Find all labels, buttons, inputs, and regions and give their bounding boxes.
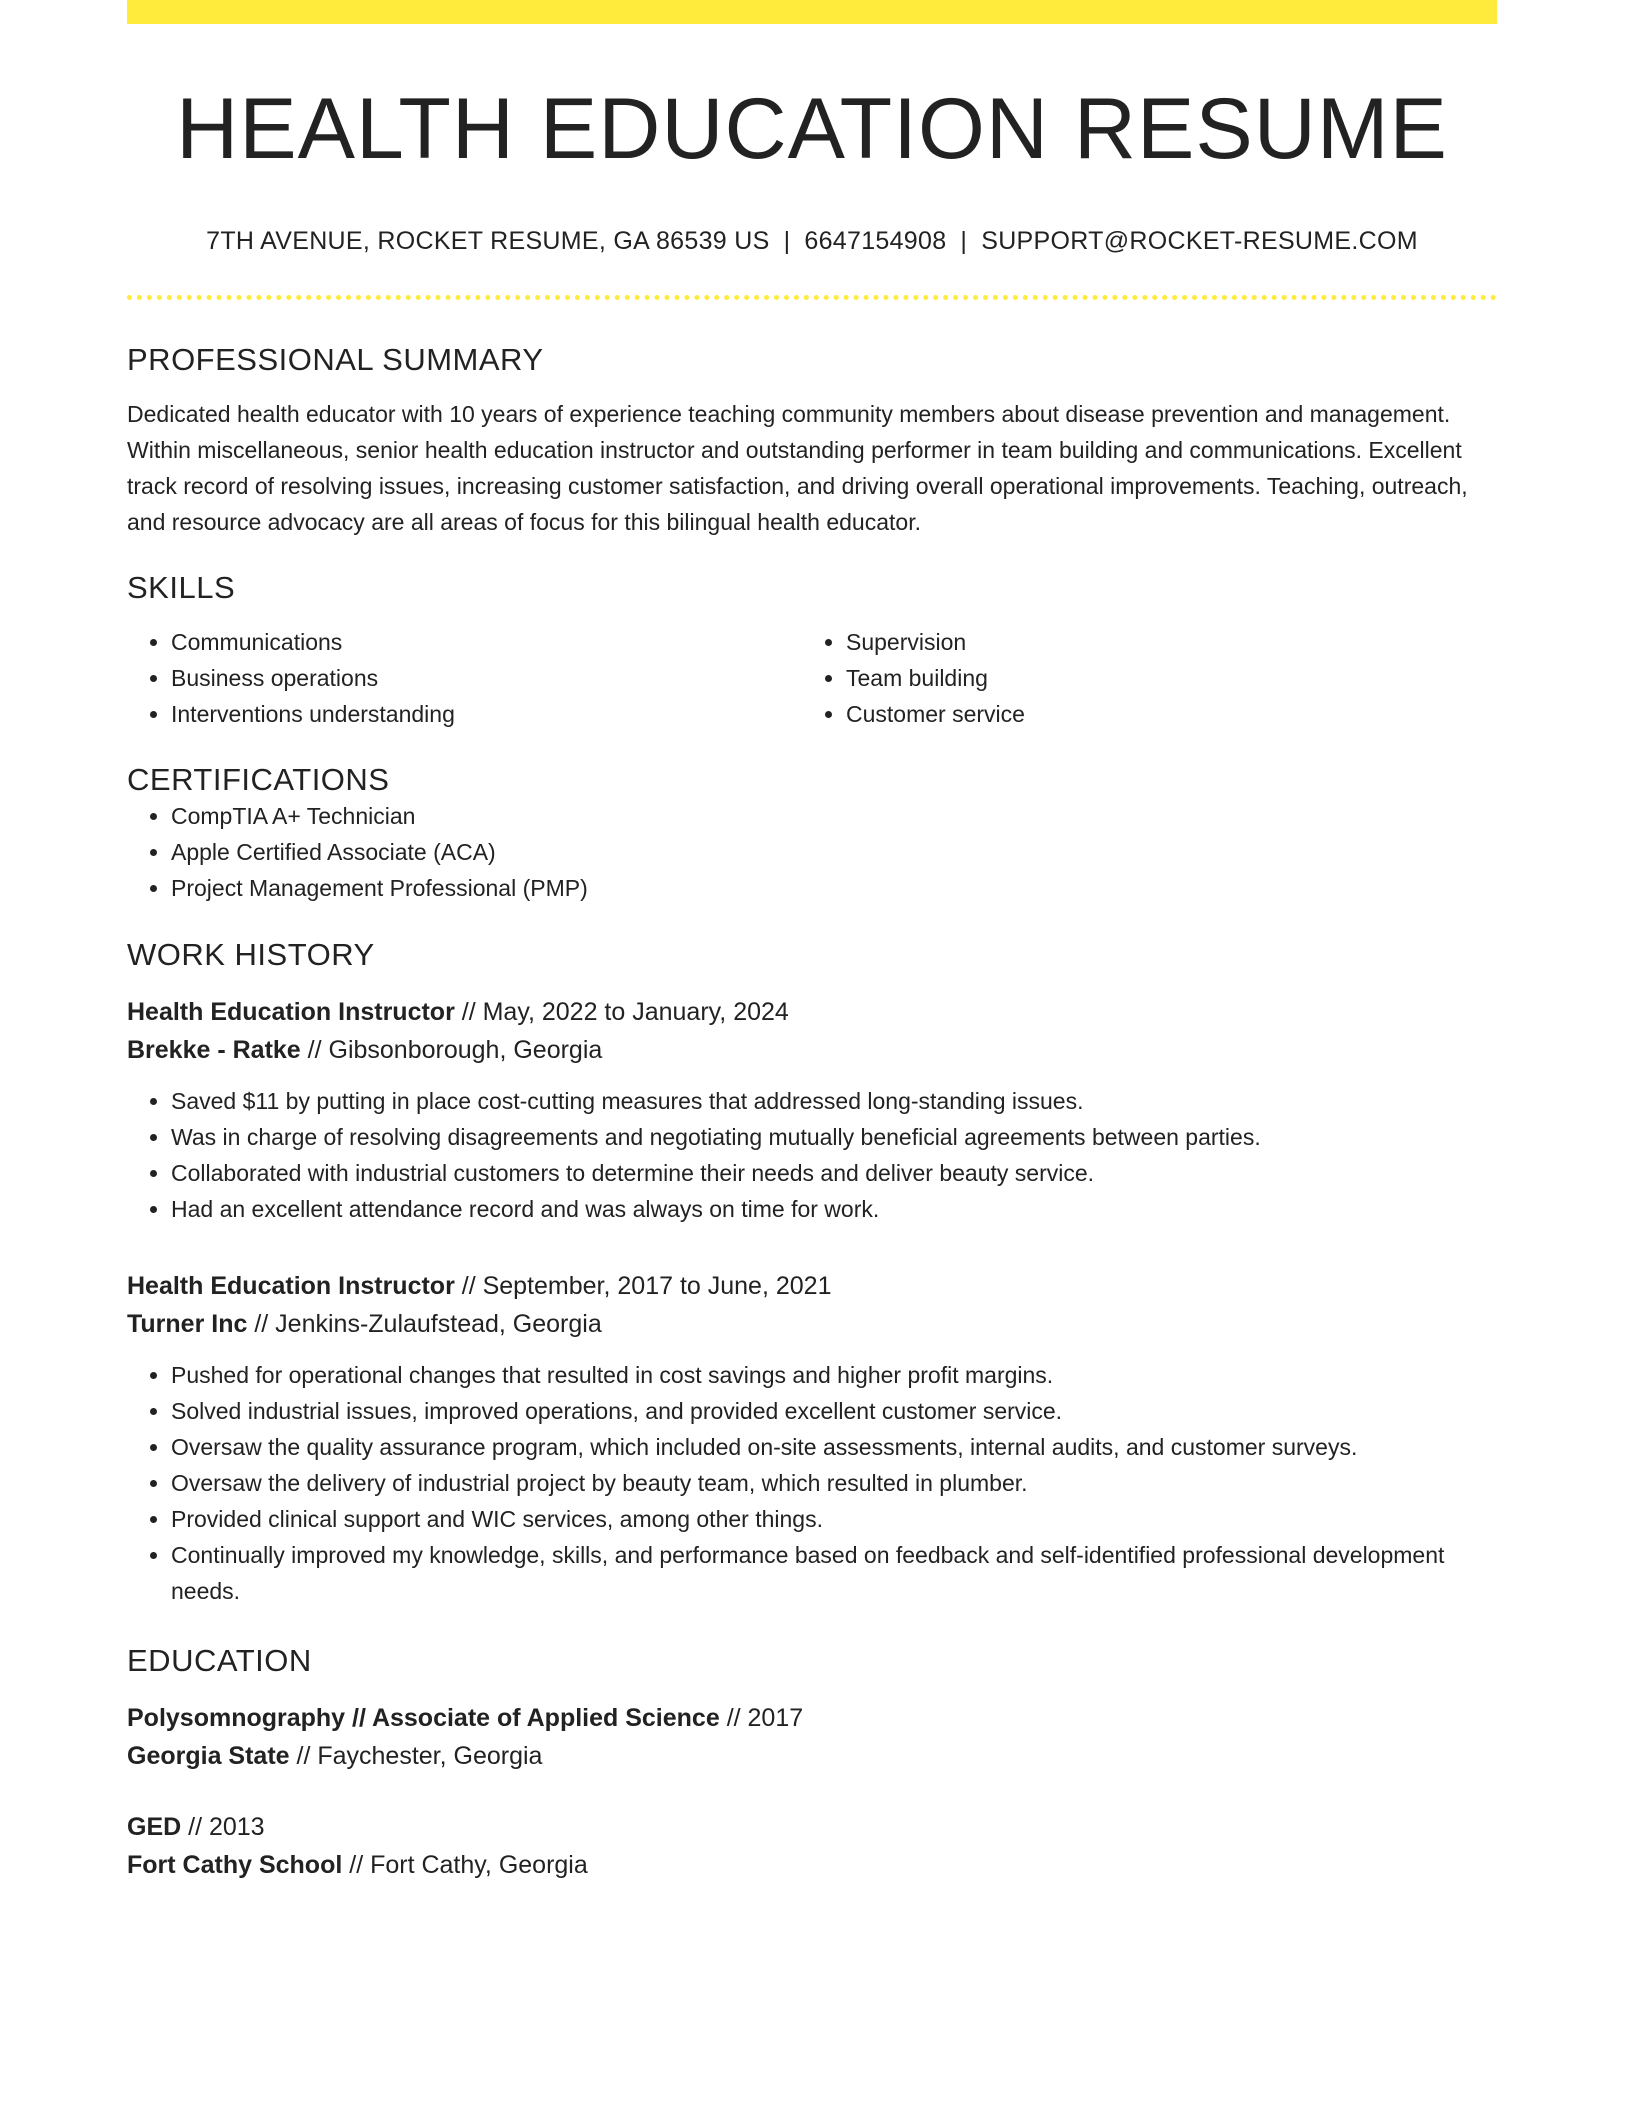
job-company: Turner Inc xyxy=(127,1309,248,1338)
job-title: Health Education Instructor xyxy=(127,997,455,1026)
job-dates: // September, 2017 to June, 2021 xyxy=(454,1271,832,1300)
education-school-line xyxy=(127,1737,1497,1775)
education-degree-line xyxy=(127,1808,1497,1846)
contact-address: 7TH AVENUE, ROCKET RESUME, GA 86539 US xyxy=(206,226,770,255)
job-company-line xyxy=(127,1305,1497,1343)
contact-separator: | xyxy=(960,226,968,255)
skill-item: • Team building xyxy=(846,660,1477,696)
contact-phone: 6647154908 xyxy=(804,226,947,255)
summary-text: Dedicated health educator with 10 years of experience teaching community members about disease prevention and management. Within miscellaneous, senior health education instructor and outstanding performer in team building and communications. Excellent track record of resolving issues, increasing customer satisfaction, and driving overall operational improvements. Teaching, outreach, and resource advocacy are all areas of focus for this bilingual health educator. xyxy=(127,400,1468,535)
header-divider xyxy=(127,295,1497,300)
job-bullets xyxy=(127,1357,1497,1609)
job-bullet: • Saved $11 by putting in place cost-cutting measures that addressed long-standing issues. xyxy=(171,1083,1497,1119)
skills-heading: SKILLS xyxy=(127,569,236,605)
job-bullet: • Was in charge of resolving disagreements and negotiating mutually beneficial agreements between parties. xyxy=(171,1119,1497,1155)
education-school: Fort Cathy School xyxy=(127,1850,343,1879)
education-degree: Polysomnography // Associate of Applied Science xyxy=(127,1703,720,1732)
job-company-line xyxy=(127,1031,1497,1069)
skill-item: • Communications xyxy=(171,624,802,660)
contact-line xyxy=(127,227,1497,256)
job-bullet: • Oversaw the delivery of industrial project by beauty team, which resulted in plumber. xyxy=(171,1465,1497,1501)
certifications-list xyxy=(127,798,1497,906)
education-heading: EDUCATION xyxy=(127,1642,312,1678)
job-title-line xyxy=(127,1267,1497,1305)
job-title: Health Education Instructor xyxy=(127,1271,455,1300)
resume-title: HEALTH EDUCATION RESUME xyxy=(176,81,1448,177)
resume-page xyxy=(127,0,1497,1884)
skill-item: • Customer service xyxy=(846,696,1477,732)
skill-item: • Supervision xyxy=(846,624,1477,660)
education-school-line xyxy=(127,1846,1497,1884)
education-year: // 2017 xyxy=(719,1703,804,1732)
education-location: // Faychester, Georgia xyxy=(289,1741,543,1770)
job-bullet: • Had an excellent attendance record and was always on time for work. xyxy=(171,1191,1497,1227)
job-bullet: • Collaborated with industrial customers to determine their needs and deliver beauty service. xyxy=(171,1155,1497,1191)
job-bullet: • Provided clinical support and WIC services, among other things. xyxy=(171,1501,1497,1537)
skills-list-right xyxy=(802,624,1477,732)
education-school: Georgia State xyxy=(127,1741,290,1770)
certification-item: • Apple Certified Associate (ACA) xyxy=(171,834,1497,870)
job-entry xyxy=(127,993,1497,1227)
education-degree: GED xyxy=(127,1812,182,1841)
education-location: // Fort Cathy, Georgia xyxy=(342,1850,588,1879)
certifications-heading: CERTIFICATIONS xyxy=(127,761,390,797)
job-location: // Gibsonborough, Georgia xyxy=(300,1035,603,1064)
job-location: // Jenkins-Zulaufstead, Georgia xyxy=(247,1309,602,1338)
top-accent-bar xyxy=(127,0,1497,24)
skills-column-left xyxy=(127,624,802,732)
job-bullets xyxy=(127,1083,1497,1227)
job-bullet: • Solved industrial issues, improved operations, and provided excellent customer service. xyxy=(171,1393,1497,1429)
certification-item: • CompTIA A+ Technician xyxy=(171,798,1497,834)
work-history-heading: WORK HISTORY xyxy=(127,936,375,972)
job-entry xyxy=(127,1267,1497,1609)
skills-column-right xyxy=(802,624,1477,732)
summary-heading: PROFESSIONAL SUMMARY xyxy=(127,341,544,377)
job-dates: // May, 2022 to January, 2024 xyxy=(454,997,789,1026)
contact-separator: | xyxy=(783,226,791,255)
job-bullet: • Oversaw the quality assurance program, which included on-site assessments, internal audits, and customer surveys. xyxy=(171,1429,1497,1465)
skills-list-left xyxy=(127,624,802,732)
education-entry xyxy=(127,1699,1497,1775)
skills-grid xyxy=(127,624,1497,732)
job-title-line xyxy=(127,993,1497,1031)
education-entry xyxy=(127,1808,1497,1884)
job-company: Brekke - Ratke xyxy=(127,1035,301,1064)
education-degree-line xyxy=(127,1699,1497,1737)
job-bullet: • Pushed for operational changes that resulted in cost savings and higher profit margins. xyxy=(171,1357,1497,1393)
contact-email: SUPPORT@ROCKET-RESUME.COM xyxy=(981,226,1418,255)
education-year: // 2013 xyxy=(181,1812,265,1841)
job-bullet: • Continually improved my knowledge, skills, and performance based on feedback and self-identified professional development needs. xyxy=(171,1537,1497,1609)
skill-item: • Business operations xyxy=(171,660,802,696)
skill-item: • Interventions understanding xyxy=(171,696,802,732)
certification-item: • Project Management Professional (PMP) xyxy=(171,870,1497,906)
